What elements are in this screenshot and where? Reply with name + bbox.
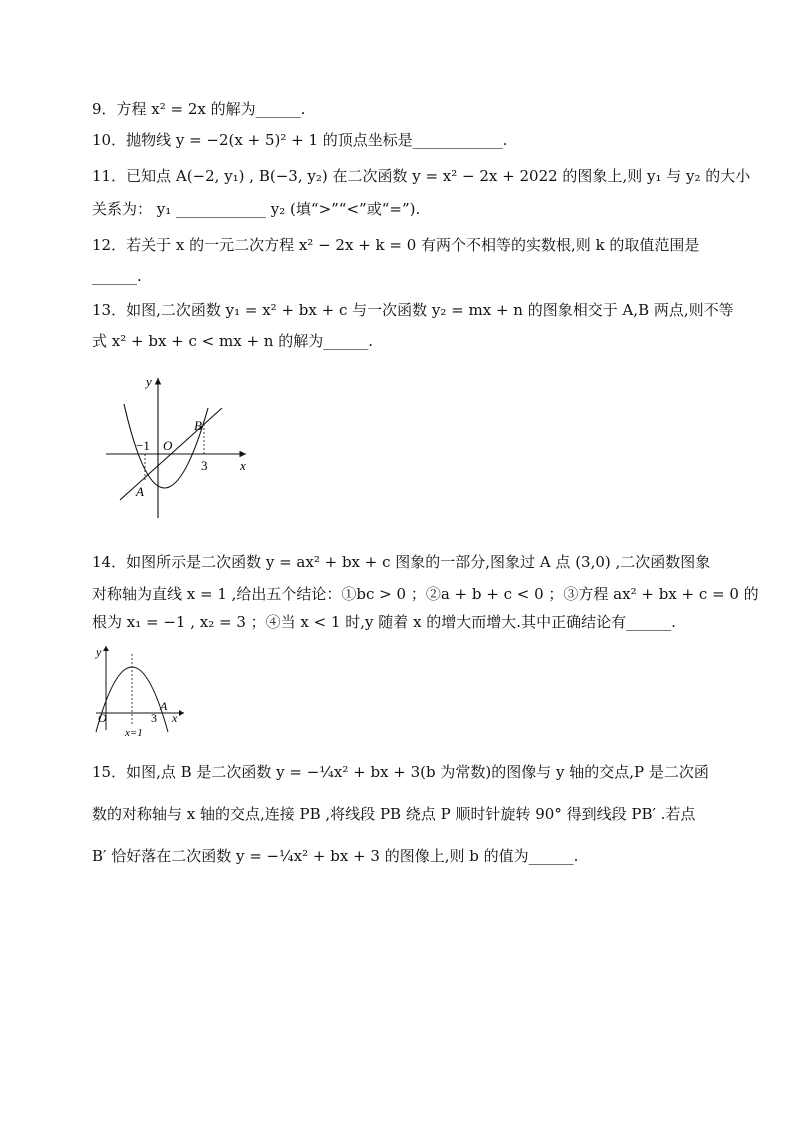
- question-13-line-1: 13．如图,二次函数 y₁ = x² + bx + c 与一次函数 y₂ = mx + n 的图象相交于 A,B 两点,则不等: [92, 301, 734, 319]
- question-11-line-2: 关系为： y₁ ____________ y₂ (填“>”“<”或“=”).: [92, 200, 421, 218]
- question-12-line-2: ______.: [92, 267, 142, 285]
- question-11-line-1: 11．已知点 A(−2, y₁) , B(−3, y₂) 在二次函数 y = x² − 2x + 2022 的图象上,则 y₁ 与 y₂ 的大小: [92, 167, 751, 185]
- tick-neg1: −1: [136, 438, 150, 453]
- x-label: x: [172, 711, 178, 725]
- tick-3: 3: [201, 458, 208, 473]
- point-b-label: B: [194, 418, 202, 433]
- figure-13: [100, 370, 260, 524]
- question-15-line-3: B′ 恰好落在二次函数 y = −¼x² + bx + 3 的图像上,则 b 的值为______.: [92, 847, 579, 865]
- symmetry-axis-label: x=1: [125, 727, 143, 739]
- figure-14: [92, 640, 202, 744]
- question-9: 9．方程 x² = 2x 的解为______.: [92, 100, 306, 118]
- question-15-line-1: 15．如图,点 B 是二次函数 y = −¼x² + bx + 3(b 为常数)的图像与 y 轴的交点,P 是二次函: [92, 763, 709, 781]
- question-15-line-2: 数的对称轴与 x 轴的交点,连接 PB ,将线段 PB 绕点 P 顺时针旋转 90° 得到线段 PB′ .若点: [92, 805, 696, 823]
- y-label: y: [96, 645, 102, 659]
- point-a-label: A: [136, 484, 144, 499]
- question-14-line-2: 对称轴为直线 x = 1 ,给出五个结论：①bc > 0 ；②a + b + c < 0 ；③方程 ax² + bx + c = 0 的: [92, 585, 759, 603]
- y-label: y: [146, 374, 152, 389]
- question-14-line-1: 14．如图所示是二次函数 y = ax² + bx + c 图象的一部分,图象过 A 点 (3,0) ,二次函数图象: [92, 553, 711, 571]
- origin-label: O: [163, 438, 173, 453]
- tick-3: 3: [151, 711, 157, 725]
- question-13-line-2: 式 x² + bx + c < mx + n 的解为______.: [92, 332, 374, 350]
- question-12-line-1: 12．若关于 x 的一元二次方程 x² − 2x + k = 0 有两个不相等的实数根,则 k 的取值范围是: [92, 236, 700, 254]
- x-label: x: [240, 458, 246, 473]
- point-a-label: A: [160, 699, 168, 713]
- question-14-line-3: 根为 x₁ = −1 , x₂ = 3 ；④当 x < 1 时,y 随着 x 的增大而增大.其中正确结论有______.: [92, 613, 676, 631]
- origin-label: O: [98, 711, 107, 725]
- question-10: 10．抛物线 y = −2(x + 5)² + 1 的顶点坐标是____________.: [92, 131, 508, 149]
